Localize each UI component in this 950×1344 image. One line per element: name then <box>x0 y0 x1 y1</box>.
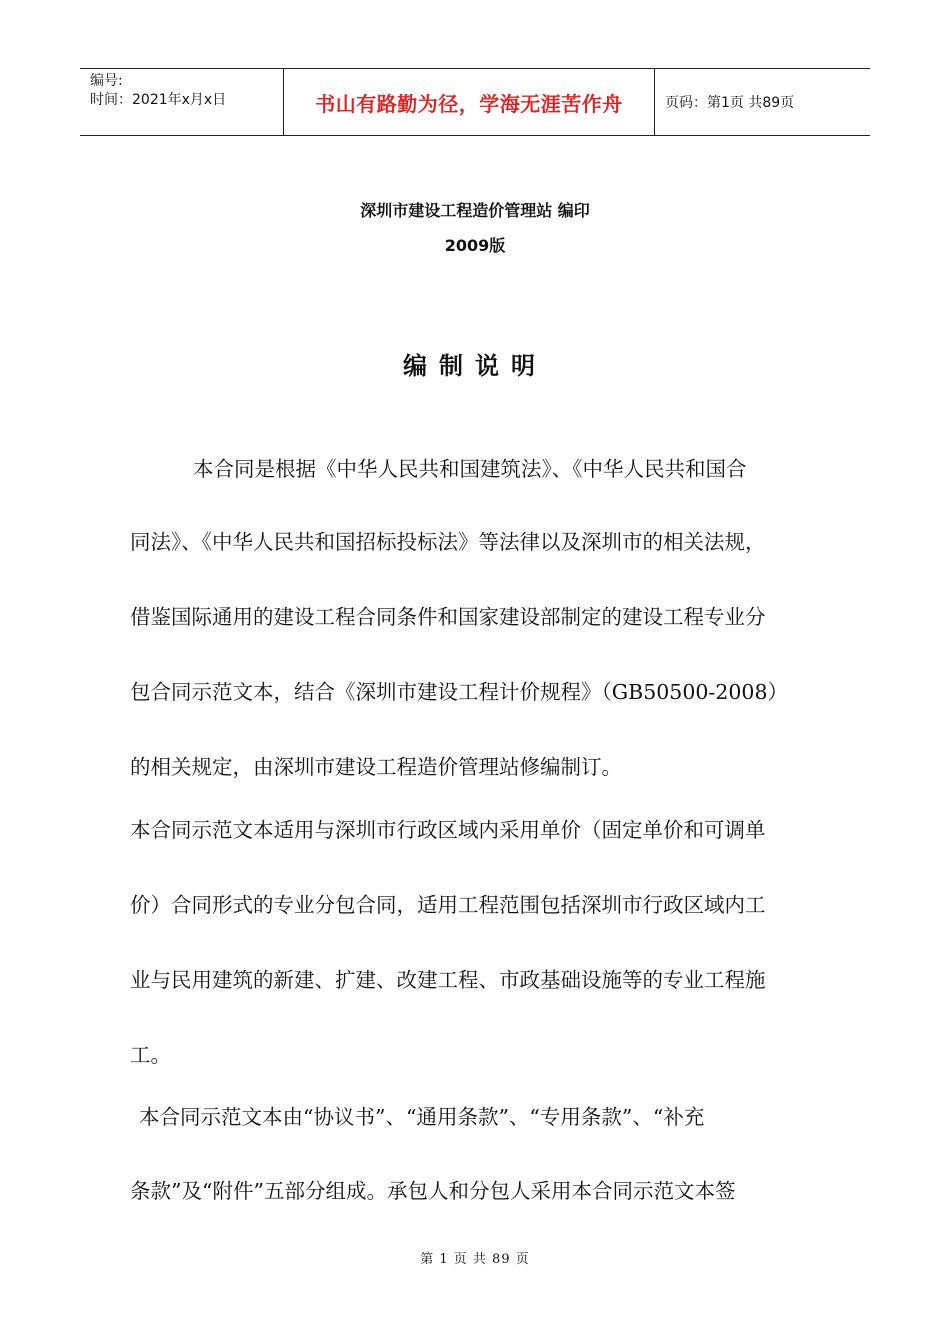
body-line: 同法》、《中华人民共和国招标投标法》等法律以及深圳市的相关法规， <box>130 530 766 554</box>
page-footer: 第 1 页 共 89 页 <box>420 1252 530 1267</box>
body-line: 本合同是根据《中华人民共和国建筑法》、《中华人民共和国合 <box>193 457 747 481</box>
body-line: 包合同示范文本，结合《深圳市建设工程计价规程》（GB50500-2008） <box>130 680 789 704</box>
body-line: 本合同示范文本由“协议书”、“通用条款”、“专用条款”、“补充 <box>139 1105 705 1129</box>
body-line: 的相关规定，由深圳市建设工程造价管理站修编制订。 <box>130 755 622 779</box>
header-meta-cell <box>80 69 283 135</box>
document-time-label: 时间：2021年x月x日 <box>90 92 227 108</box>
publisher-line: 深圳市建设工程造价管理站 编印 <box>360 201 590 220</box>
document-number-label: 编号: <box>90 73 123 89</box>
body-line: 条款”及“附件”五部分组成。承包人和分包人采用本合同示范文本签 <box>130 1179 736 1203</box>
body-line: 工。 <box>130 1043 171 1067</box>
document-title: 编制说明 <box>403 352 547 380</box>
body-line: 借鉴国际通用的建设工程合同条件和国家建设部制定的建设工程专业分 <box>130 605 766 629</box>
body-line: 本合同示范文本适用与深圳市行政区域内采用单价（固定单价和可调单 <box>130 818 766 842</box>
edition-line: 2009版 <box>444 236 506 255</box>
header-page-code: 页码：第1页 共89页 <box>665 95 795 111</box>
body-line: 价）合同形式的专业分包合同，适用工程范围包括深圳市行政区域内工 <box>130 893 766 917</box>
body-line: 业与民用建筑的新建、扩建、改建工程、市政基础设施等的专业工程施 <box>130 968 766 992</box>
header-motto: 书山有路勤为径，学海无涯苦作舟 <box>283 69 655 135</box>
header-table <box>80 68 870 136</box>
